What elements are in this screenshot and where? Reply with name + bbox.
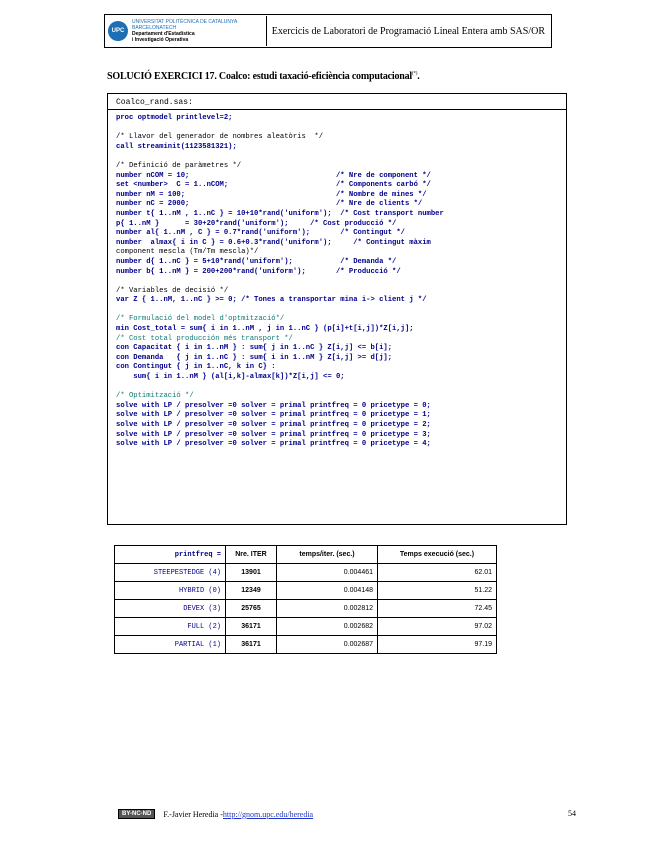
cell-temps-execucio: 97.02: [378, 618, 497, 636]
logo-dept1: Departament d'Estadística: [132, 31, 195, 37]
code-line: number nCOM = 10; /* Nre de component */: [116, 171, 431, 180]
page-header: [104, 14, 552, 48]
cell-pricetype: HYBRID (0): [115, 582, 226, 600]
code-line: number t{ 1..nM , 1..nC } = 10+10*rand('uniform'); /* Cost transport number: [116, 209, 444, 218]
code-line: var Z { 1..nM, 1..nC } >= 0; /* Tones a transportar mina i-> client j */: [116, 296, 427, 305]
col-temps-execucio: Temps execució (sec.): [378, 546, 497, 564]
code-filename: Coalco_rand.sas:: [108, 94, 566, 110]
code-line: /* Llavor del generador de nombres aleatòris */: [116, 133, 324, 142]
results-table: [114, 545, 497, 654]
upc-logo: [105, 16, 267, 46]
title-footnote: (*): [412, 71, 418, 77]
code-line: con Capacitat { i in 1..nM } : sum{ j in 1..nC } Z[i,j] <= b[i];: [116, 344, 393, 353]
code-line: solve with LP / presolver =0 solver = primal printfreq = 0 pricetype = 2;: [116, 421, 431, 429]
code-line: p{ 1..nM } = 30+20*rand('uniform'); /* Cost producció */: [116, 219, 397, 228]
code-line: number nM = 100; /* Nombre de mines */: [116, 190, 427, 199]
code-line: number nC = 2000; /* Nre de clients */: [116, 200, 423, 209]
footer-author: F.-Javier Heredia -: [163, 809, 223, 819]
cell-nre-iter: 12349: [226, 582, 277, 600]
code-line: /* Cost total producción més transport */: [116, 334, 293, 343]
code-line: min Cost_total = sum{ i in 1..nM , j in 1..nC } (p[i]+t[i,j])*Z[i,j];: [116, 325, 414, 334]
cell-temps-execucio: 72.45: [378, 600, 497, 618]
cell-nre-iter: 36171: [226, 618, 277, 636]
cell-nre-iter: 25765: [226, 600, 277, 618]
cell-pricetype: FULL (2): [115, 618, 226, 636]
col-nre-iter: Nre. ITER: [226, 546, 277, 564]
code-line: number almax{ i in C } = 0.6+0.3*rand('uniform'); /* Contingut màxim: [116, 238, 431, 247]
cell-temps-iter: 0.002687: [277, 636, 378, 654]
code-line: [116, 277, 562, 287]
code-line: number al{ 1..nM , C } = 0.7*rand('uniform'); /* Contingut */: [116, 229, 405, 238]
code-line: [116, 152, 562, 162]
code-body: [108, 110, 566, 450]
code-line: set <number> C = 1..nCOM; /* Components carbó */: [116, 181, 431, 190]
code-line: /* Variables de decisió */: [116, 286, 229, 295]
cell-temps-iter: 0.004461: [277, 564, 378, 582]
logo-dept2: i Investigació Operativa: [132, 37, 189, 43]
page-number: 54: [568, 809, 576, 818]
table-row: [115, 636, 497, 654]
col-printfreq: printfreq =: [115, 546, 226, 564]
cell-nre-iter: 36171: [226, 636, 277, 654]
cell-temps-iter: 0.004148: [277, 582, 378, 600]
col-temps-iter: temps/iter. (sec.): [277, 546, 378, 564]
table-row: [115, 564, 497, 582]
cell-temps-execucio: 51.22: [378, 582, 497, 600]
cell-temps-execucio: 62.01: [378, 564, 497, 582]
cell-nre-iter: 13901: [226, 564, 277, 582]
code-line: [116, 383, 562, 393]
code-line: proc optmodel printlevel=2;: [116, 114, 233, 122]
header-title: Exercicis de Laboratori de Programació Lineal Entera amb SAS/OR: [271, 25, 545, 37]
logo-line1: UNIVERSITAT POLITÈCNICA DE CATALUNYA: [132, 19, 238, 25]
code-line: sum{ i in 1..nM } (al[i,k]-almax[k])*Z[i,j] <= 0;: [116, 373, 345, 382]
code-line: con Contingut { j in 1..nC, k in C} :: [116, 363, 276, 372]
code-line: [116, 306, 562, 316]
table-row: [115, 600, 497, 618]
table-row: [115, 618, 497, 636]
code-line: /* Formulació del model d'optmització*/: [116, 315, 285, 324]
code-line: con Demanda { j in 1..nC } : sum{ i in 1..nM } Z[i,j] >= d[j];: [116, 353, 393, 362]
code-line: solve with LP / presolver =0 solver = primal printfreq = 0 pricetype = 4;: [116, 440, 431, 449]
cell-pricetype: STEEPESTEDGE (4): [115, 564, 226, 582]
table-row: [115, 582, 497, 600]
code-line: solve with LP / presolver =0 solver = primal printfreq = 0 pricetype = 0;: [116, 401, 431, 410]
author-link[interactable]: http://gnom.upc.edu/heredia: [222, 809, 314, 819]
code-line: call streaminit(1123581321);: [116, 142, 237, 151]
code-line: [116, 124, 562, 134]
cc-license-icon: BY-NC-ND: [118, 809, 155, 819]
table-header-row: [115, 546, 497, 564]
page-footer: [118, 809, 313, 819]
code-line: number d{ 1..nC } = 5+10*rand('uniform'); /* Demanda */: [116, 257, 397, 266]
cell-pricetype: PARTIAL (1): [115, 636, 226, 654]
cell-temps-iter: 0.002682: [277, 618, 378, 636]
code-line: /* Optimització */: [116, 392, 194, 401]
logo-line2: BARCELONATECH: [132, 25, 177, 31]
code-line: component mescla (Tm/Tm mescla)*/: [116, 248, 259, 257]
code-line: solve with LP / presolver =0 solver = primal printfreq = 0 pricetype = 3;: [116, 430, 431, 439]
cell-pricetype: DEVEX (3): [115, 600, 226, 618]
cell-temps-iter: 0.002812: [277, 600, 378, 618]
code-line: /* Definició de paràmetres */: [116, 161, 242, 170]
code-line: solve with LP / presolver =0 solver = primal printfreq = 0 pricetype = 1;: [116, 411, 431, 420]
cell-temps-execucio: 97.19: [378, 636, 497, 654]
code-listing: [107, 93, 567, 525]
upc-logo-icon: UPC: [108, 21, 128, 41]
section-title: SOLUCIÓ EXERCICI 17. Coalco: estudi taxació-eficiència computacional(*).: [107, 71, 420, 82]
code-line: number b{ 1..nM } = 200+200*rand('uniform'); /* Producció */: [116, 267, 401, 276]
